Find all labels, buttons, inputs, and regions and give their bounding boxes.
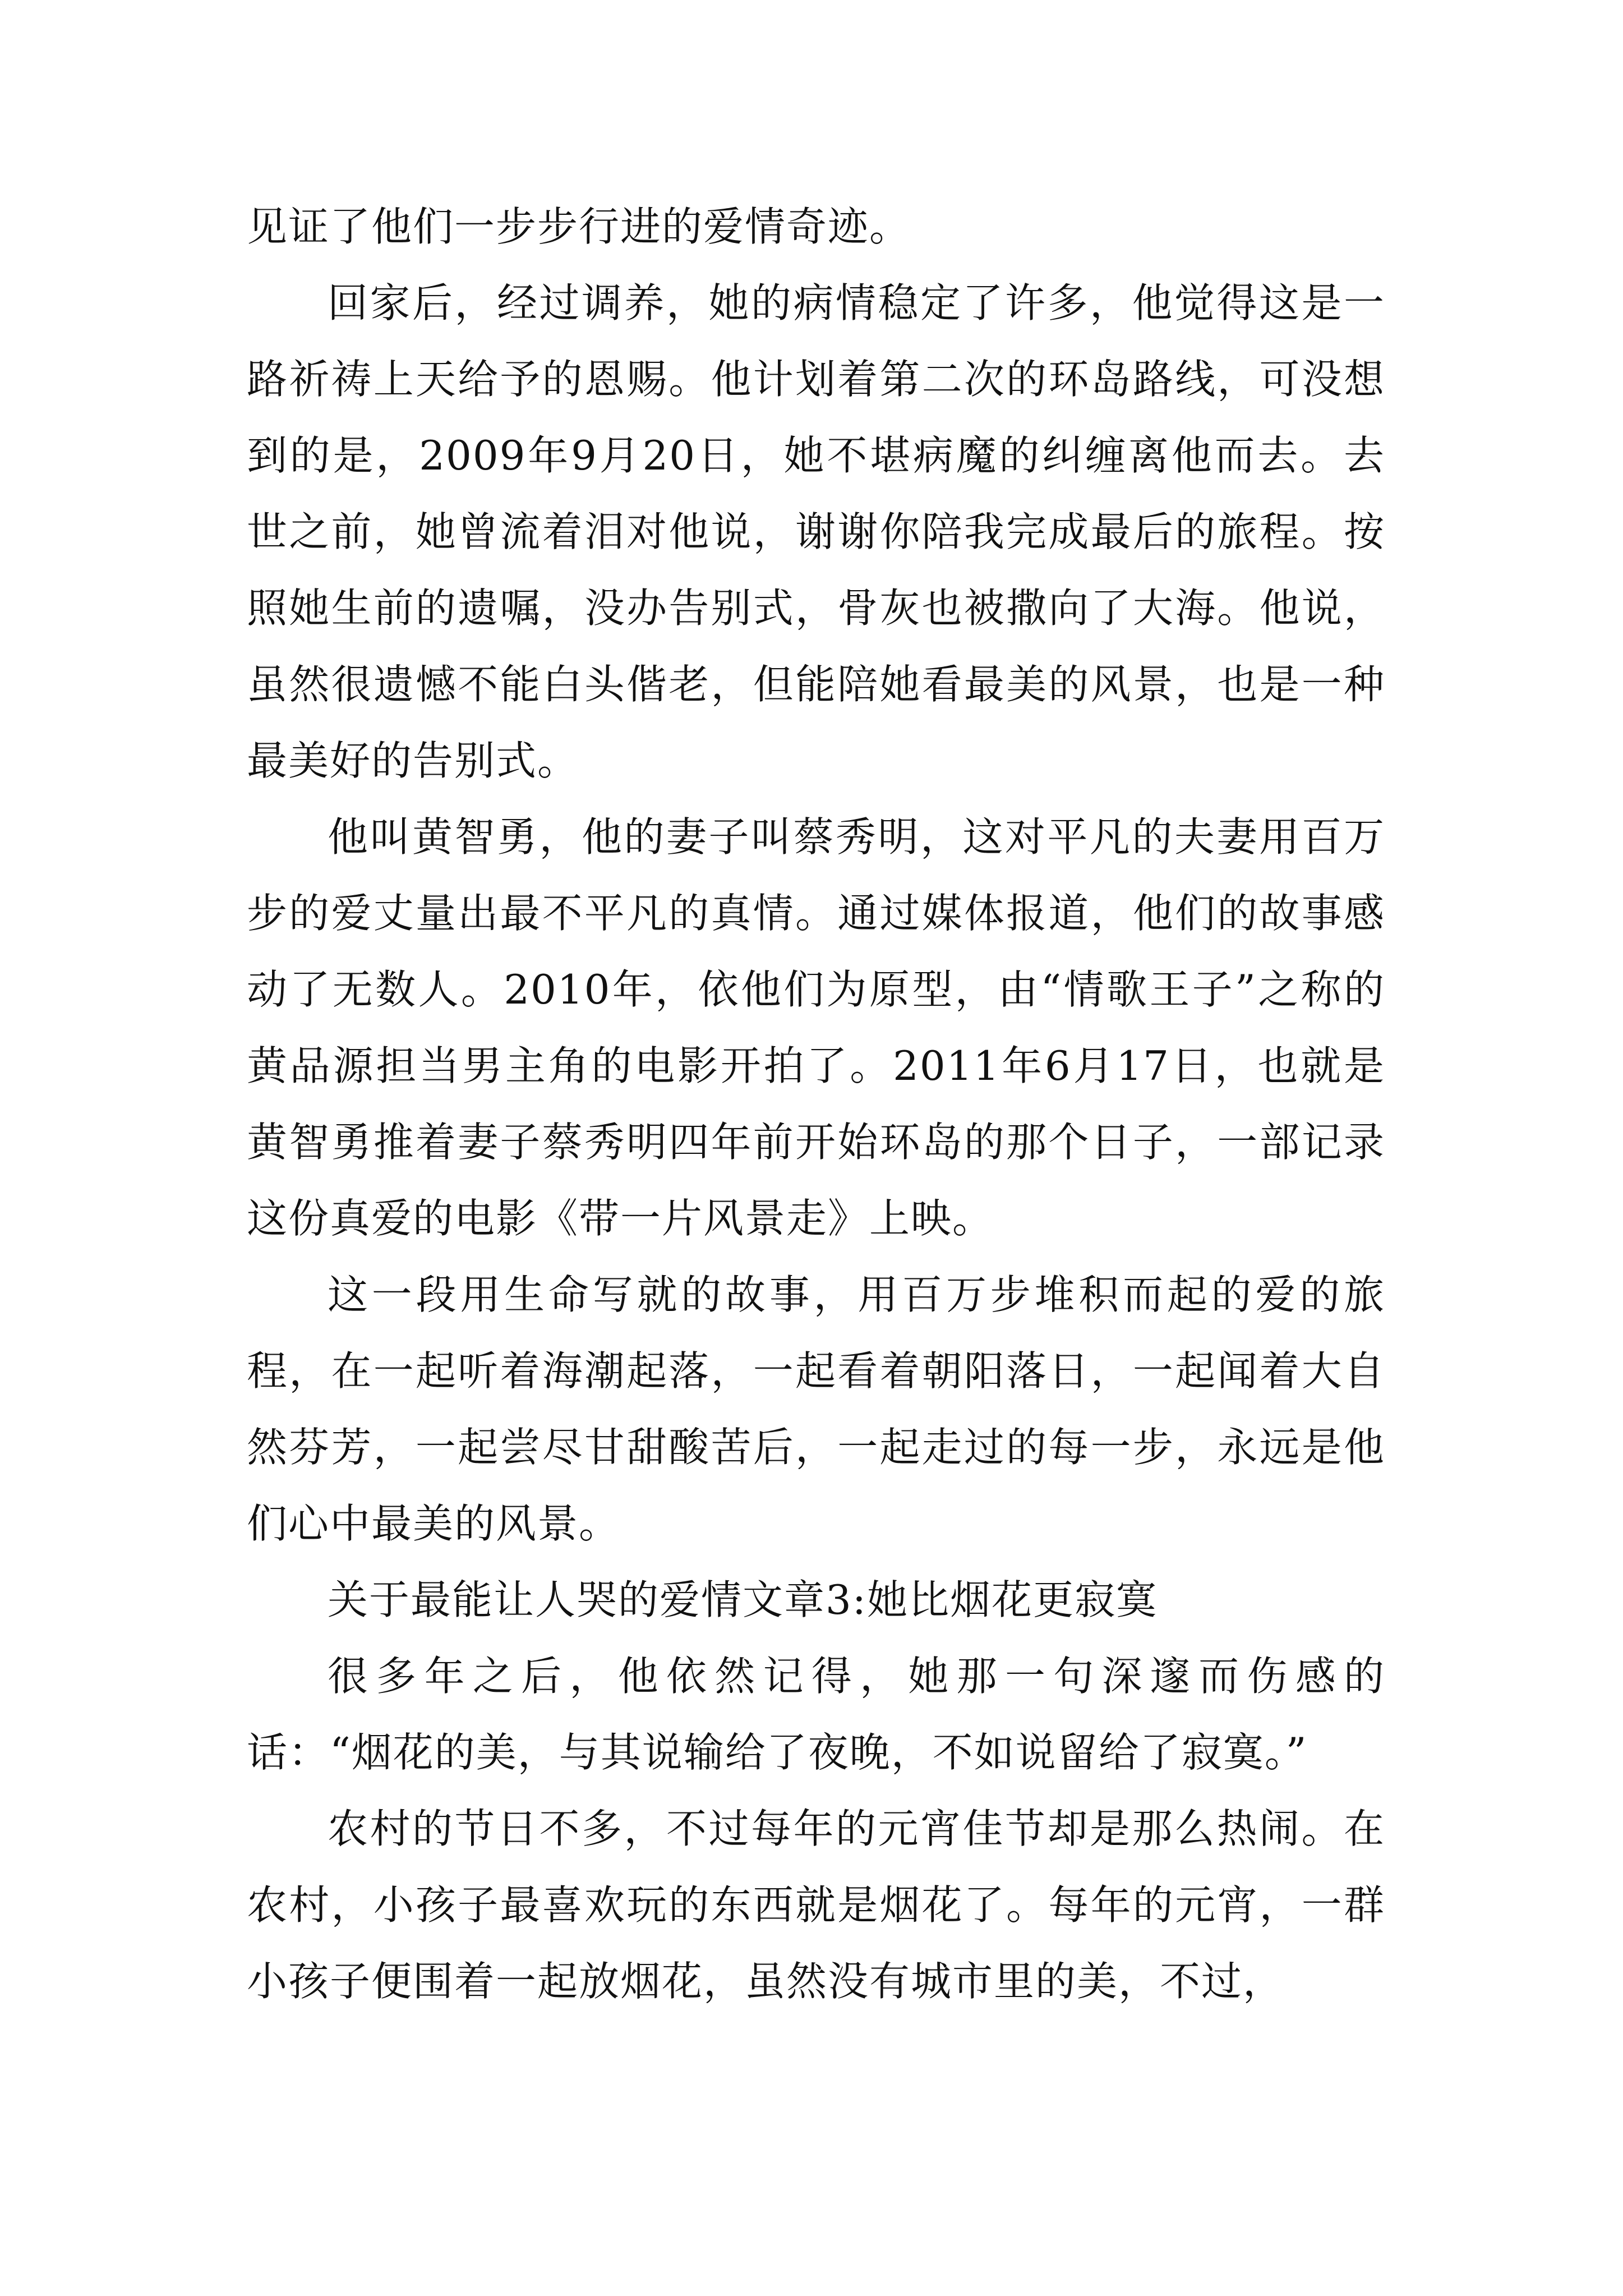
section-heading: 关于最能让人哭的爱情文章3:她比烟花更寂寞 [328, 1576, 1158, 1623]
paragraph-6: 农村的节日不多，不过每年的元宵佳节却是那么热闹。在农村，小孩子最喜欢玩的东西就是烟花了。每年的元宵，一群小孩子便围着一起放烟花，虽然没有城市里的美，不过， [247, 1805, 1385, 2005]
paragraph-2: 回家后，经过调养，她的病情稳定了许多，他觉得这是一路祈祷上天给予的恩赐。他计划着第二次的环岛路线，可没想到的是，2009年9月20日，她不堪病魔的纠缠离他而去。去世之前，她曾流着泪对他说，谢谢你陪我完成最后的旅程。按照她生前的遗嘱，没办告别式，骨灰也被撒向了大海。他说，虽然很遗憾不能白头偕老，但能陪她看最美的风景，也是一种最美好的告别式。 [247, 279, 1385, 784]
paragraph-3: 他叫黄智勇，他的妻子叫蔡秀明，这对平凡的夫妻用百万步的爱丈量出最不平凡的真情。通过媒体报道，他们的故事感动了无数人。2010年，依他们为原型，由“情歌王子”之称的黄品源担当男主角的电影开拍了。2011年6月17日，也就是黄智勇推着妻子蔡秀明四年前开始环岛的那个日子，一部记录这份真爱的电影《带一片风景走》上映。 [247, 813, 1385, 1242]
article-body [247, 188, 1385, 2019]
paragraph-5: 很多年之后，他依然记得，她那一句深邃而伤感的话：“烟花的美，与其说输给了夜晚，不如说留给了寂寞。” [247, 1653, 1385, 1776]
paragraph-1: 见证了他们一步步行进的爱情奇迹。 [247, 203, 911, 250]
paragraph-4: 这一段用生命写就的故事，用百万步堆积而起的爱的旅程，在一起听着海潮起落，一起看着朝阳落日，一起闻着大自然芬芳，一起尝尽甘甜酸苦后，一起走过的每一步，永远是他们心中最美的风景。 [247, 1271, 1385, 1547]
